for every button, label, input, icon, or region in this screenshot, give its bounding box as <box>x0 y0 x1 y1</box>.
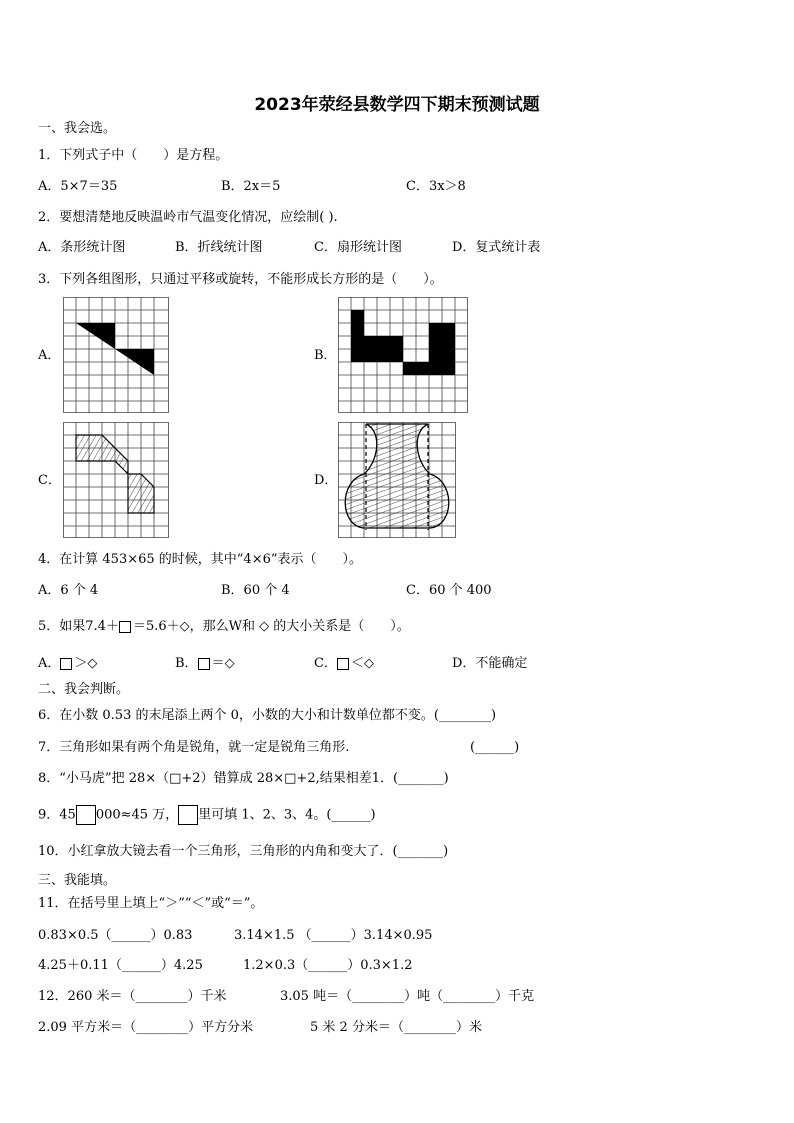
q1-option-b: B．2x＝5 <box>221 179 281 194</box>
square-symbol-icon <box>119 621 131 633</box>
q12-item-c: 2.09 平方米＝（________）平方分米 <box>38 1020 254 1035</box>
q9-text: 9．45 000≈45 万， 里可填 1、2、3、4。(______) <box>38 805 376 825</box>
q4-option-b: B．60 个 4 <box>221 583 290 598</box>
q7-text: 7．三角形如果有两个角是锐角，就一定是锐角三角形. <box>38 740 350 755</box>
q3-option-a: A． <box>38 348 61 363</box>
page-title: 2023年荥经县数学四下期末预测试题 <box>254 95 540 115</box>
q3-option-b: B． <box>314 348 337 363</box>
q12-item-b: 3.05 吨＝（________）吨（________）千克 <box>280 989 535 1004</box>
q3-figure-d <box>338 422 456 538</box>
q5-option-c: C． ＜◇ <box>314 656 374 671</box>
square-symbol-icon <box>198 658 210 670</box>
q6-text: 6．在小数 0.53 的末尾添上两个 0，小数的大小和计数单位都不变。(________) <box>38 708 497 723</box>
section-2-heading: 二、我会判断。 <box>38 682 130 697</box>
section-1-heading: 一、我会选。 <box>38 121 117 136</box>
q2-stem: 2．要想清楚地反映温岭市气温变化情况，应绘制( ). <box>38 210 338 225</box>
q4-option-a: A．6 个 4 <box>38 583 99 598</box>
q1-option-c: C．3x＞8 <box>406 179 466 194</box>
square-symbol-icon <box>337 658 349 670</box>
q11-stem: 11．在括号里上填上“＞”“＜”或“＝”。 <box>38 896 264 911</box>
square-symbol-icon <box>60 658 72 670</box>
q8-text: 8．“小马虎”把 28×（□+2）错算成 28×□+2,结果相差1．(_______) <box>38 771 449 786</box>
blank-box <box>178 805 198 825</box>
q4-stem: 4．在计算 453×65 的时候，其中“4×6”表示（ ）。 <box>38 552 363 567</box>
q5-option-b: B． ＝◇ <box>175 656 235 671</box>
q3-option-d: D． <box>314 473 338 488</box>
q1-stem: 1．下列式子中（ ）是方程。 <box>38 148 229 163</box>
vase-shape <box>345 424 449 528</box>
q2-option-b: B．折线统计图 <box>175 240 263 255</box>
q7-blank: (______) <box>470 740 520 755</box>
q5-option-d: D．不能确定 <box>452 656 528 671</box>
q5-option-a: A． ＞◇ <box>38 656 98 671</box>
q12-item-d: 5 米 2 分米＝（________）米 <box>310 1020 482 1035</box>
q1-option-a: A．5×7＝35 <box>38 179 118 194</box>
q5-stem: 5．如果7.4＋ ＝5.6＋◇，那么W和 ◇ 的大小关系是（ ）。 <box>38 619 410 634</box>
q11-item-a: 0.83×0.5（______）0.83 <box>38 928 193 943</box>
q2-option-a: A．条形统计图 <box>38 240 126 255</box>
section-3-heading: 三、我能填。 <box>38 873 117 888</box>
q10-text: 10．小红拿放大镜去看一个三角形，三角形的内角和变大了．(_______) <box>38 844 449 859</box>
q3-stem: 3．下列各组图形，只通过平移或旋转，不能形成长方形的是（ ）。 <box>38 272 443 287</box>
q3-figure-b <box>338 297 468 413</box>
q3-figure-c <box>63 422 169 538</box>
q11-item-d: 1.2×0.3（______）0.3×1.2 <box>243 958 413 973</box>
q3-option-c: C． <box>38 473 61 488</box>
q2-option-c: C．扇形统计图 <box>314 240 402 255</box>
q2-option-d: D．复式统计表 <box>452 240 541 255</box>
q4-option-c: C．60 个 400 <box>406 583 492 598</box>
q3-figure-a <box>63 297 169 413</box>
q11-item-c: 4.25＋0.11（______）4.25 <box>38 958 203 973</box>
q12-item-a: 12．260 米＝（________）千米 <box>38 989 227 1004</box>
q11-item-b: 3.14×1.5 （______）3.14×0.95 <box>234 928 433 943</box>
blank-box <box>76 805 96 825</box>
